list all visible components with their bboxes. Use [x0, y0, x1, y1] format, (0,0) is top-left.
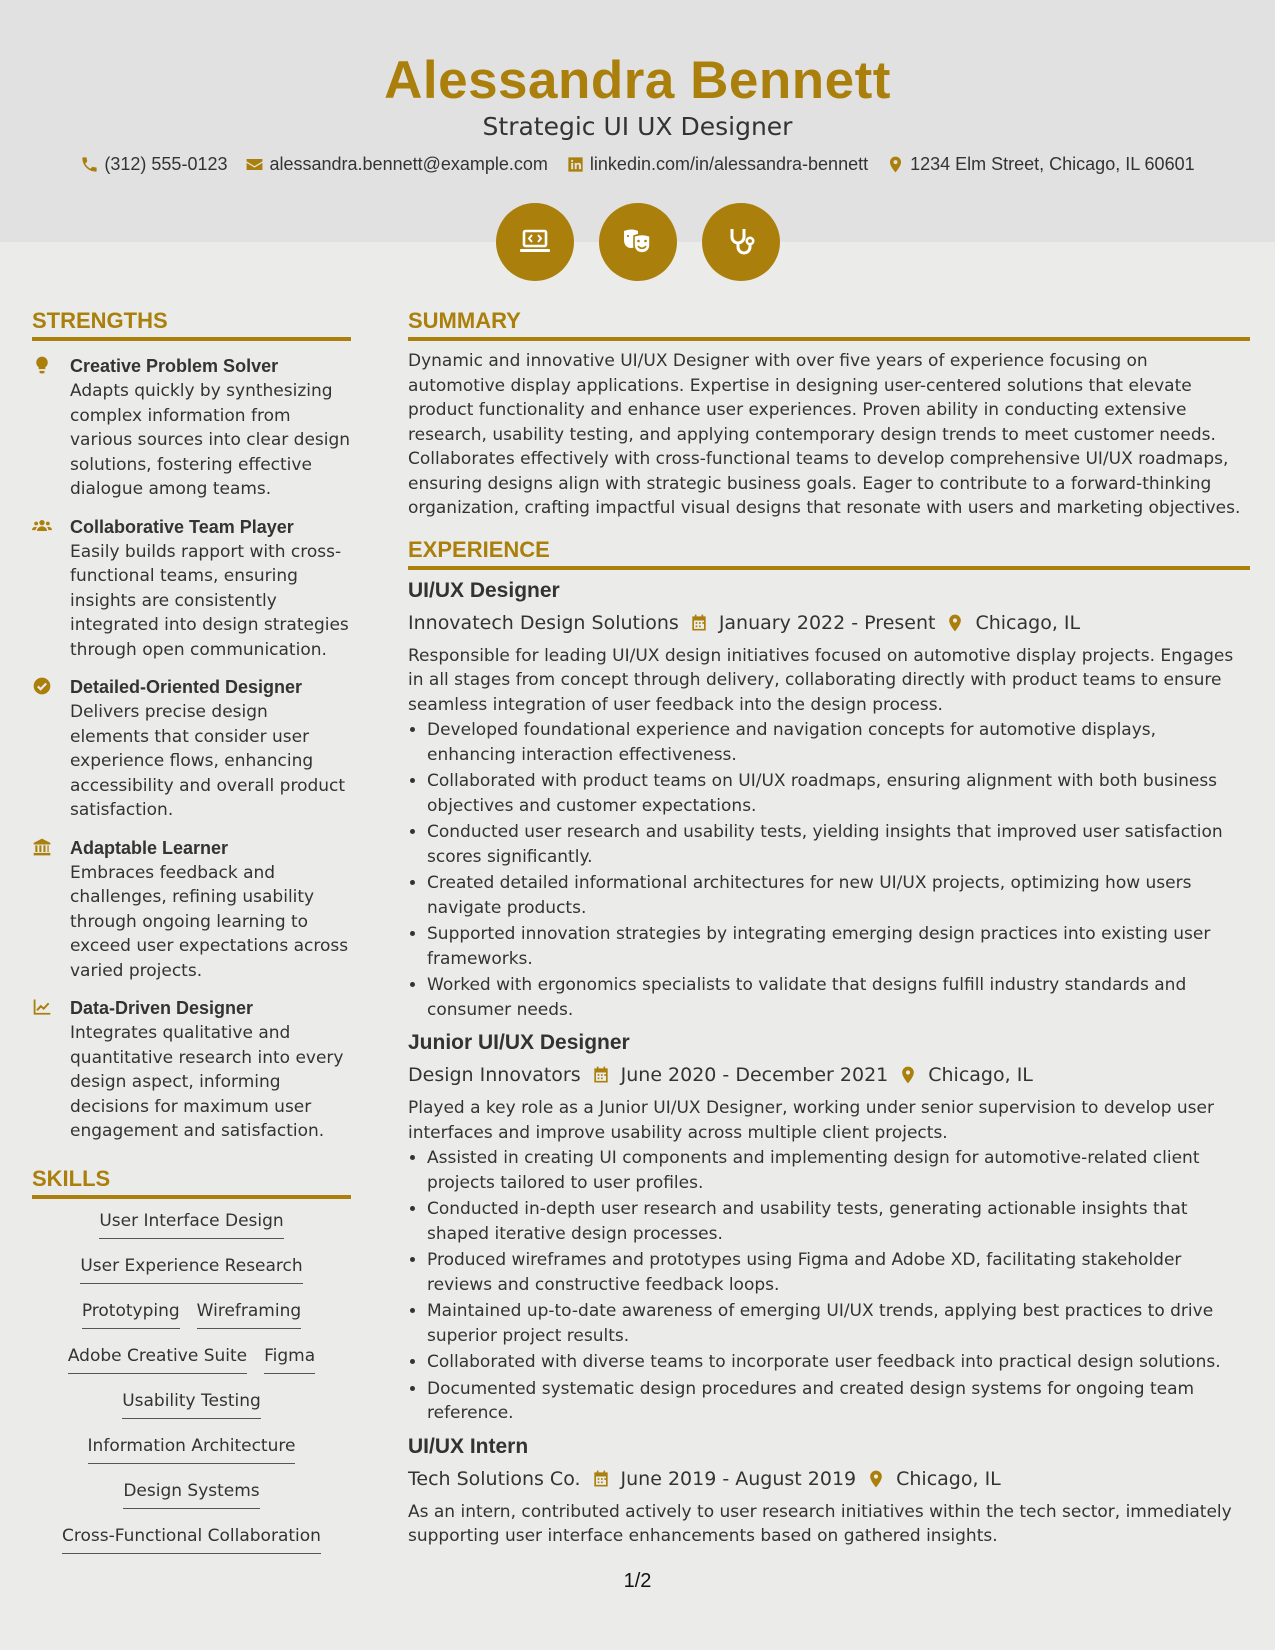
job-entry — [408, 1028, 1250, 1426]
hobby-icons — [0, 203, 1275, 281]
candidate-title: Strategic UI UX Designer — [482, 112, 793, 141]
contact-email[interactable] — [245, 151, 547, 177]
job-dates: June 2020 - December 2021 — [620, 1064, 889, 1086]
strength-desc: Delivers precise design elements that consider user experience flows, enhancing accessibility and overall product satisfaction. — [70, 702, 346, 820]
list-item: • Worked with ergonomics specialists to validate that designs fulfill industry standards and consumer needs. — [427, 973, 1250, 1022]
map-marker-icon — [866, 1469, 886, 1489]
contact-row — [0, 151, 1275, 177]
strength-item — [32, 353, 351, 502]
list-item: • Collaborated with diverse teams to incorporate user feedback into practical design solutions. — [427, 1350, 1250, 1375]
strength-name: Detailed-Oriented Designer — [70, 677, 303, 697]
strength-name: Creative Problem Solver — [70, 356, 279, 376]
job-location: Chicago, IL — [928, 1064, 1033, 1086]
job-bullets — [408, 1146, 1250, 1426]
left-column — [32, 306, 351, 1569]
job-dates: January 2022 - Present — [718, 611, 936, 634]
job-company: Innovatech Design Solutions — [408, 611, 679, 634]
job-description: Responsible for leading UI/UX design initiatives focused on automotive display projects. Engages in all stages from concept through delivery, collaborating directly with product teams to ensure seamless integration of user feedback into the design process. — [408, 645, 1234, 715]
summary-text: Dynamic and innovative UI/UX Designer with over five years of experience focusing on automotive display applications. Expertise in designing user-centered solutions that elevate product functionality and enhance user experiences. Proven ability in conducting extensive research, usability testing, and applying contemporary design trends to meet customer needs. Collaborates effectively with cross-functional teams to develop comprehensive UI/UX roadmaps, ensuring designs align with strategic business goals. Eager to contribute to a forward-thinking organization, crafting impactful visual designs that resonate with users and marketing objectives. — [408, 351, 1241, 518]
users-icon — [32, 516, 52, 536]
strength-desc: Integrates qualitative and quantitative research into every design aspect, informing decisions for maximum user engagement and satisfaction. — [70, 1023, 344, 1141]
strength-name: Collaborative Team Player — [70, 516, 294, 537]
phone-text: (312) 555-0123 — [104, 154, 228, 174]
list-item: • Created detailed informational architectures for new UI/UX projects, optimizing how users navigate products. — [427, 871, 1250, 920]
map-marker-icon — [898, 1065, 918, 1085]
skill-tag: User Interface Design — [99, 1209, 283, 1239]
job-location: Chicago, IL — [896, 1467, 1001, 1490]
strength-item — [32, 514, 351, 663]
skill-tag: User Experience Research — [80, 1254, 302, 1284]
skill-tag: Adobe Creative Suite — [68, 1344, 247, 1374]
candidate-name: Alessandra Bennett — [384, 51, 891, 110]
job-description: As an intern, contributed actively to user research initiatives within the tech sector, immediately supporting user interface enhancements based on gathered insights. — [408, 1501, 1232, 1546]
strength-desc: Easily builds rapport with cross-functional teams, ensuring insights are consistently integrated into design strategies through open communication. — [70, 541, 349, 660]
job-meta — [408, 608, 1250, 638]
theater-masks-icon — [618, 222, 658, 262]
skills-heading: SKILLS — [32, 1164, 351, 1199]
phone-icon — [80, 155, 99, 174]
map-marker-icon — [886, 155, 905, 174]
laptop-code-icon — [515, 222, 555, 262]
job-description: Played a key role as a Junior UI/UX Designer, working under senior supervision to develop user interfaces and improve usability across multiple client projects. — [408, 1098, 1214, 1143]
skill-tag: Information Architecture — [88, 1434, 296, 1464]
strength-item — [32, 674, 351, 823]
strength-desc: Adapts quickly by synthesizing complex information from various sources into clear design solutions, fostering effective dialogue among teams. — [70, 381, 351, 499]
right-column — [408, 306, 1250, 1549]
strength-desc: Embraces feedback and challenges, refining usability through ongoing learning to exceed user expectations across varied projects. — [70, 862, 349, 981]
job-company: Tech Solutions Co. — [408, 1467, 581, 1490]
contact-linkedin[interactable] — [566, 151, 868, 177]
hobby-stethoscope — [702, 203, 780, 281]
job-title: UI/UX Designer — [408, 578, 560, 602]
job-meta — [408, 1060, 1250, 1090]
page-number: 1/2 — [623, 1570, 652, 1592]
list-item: • Maintained up-to-date awareness of emerging UI/UX trends, applying best practices to drive superior project results. — [427, 1299, 1250, 1348]
skill-tag: Usability Testing — [122, 1389, 261, 1419]
skill-tag: Cross-Functional Collaboration — [62, 1524, 321, 1554]
job-location: Chicago, IL — [975, 611, 1081, 634]
calendar-icon — [591, 1469, 611, 1489]
job-entry — [408, 576, 1250, 1023]
job-meta — [408, 1464, 1250, 1494]
list-item: • Developed foundational experience and navigation concepts for automotive displays, enhancing interaction effectiveness. — [427, 718, 1250, 767]
skill-tag: Figma — [264, 1344, 315, 1374]
skill-tag: Design Systems — [123, 1479, 259, 1509]
skills-list — [32, 1209, 351, 1569]
lightbulb-icon — [32, 355, 52, 375]
strengths-heading: STRENGTHS — [32, 306, 351, 341]
linkedin-icon — [566, 155, 585, 174]
strength-item — [32, 995, 351, 1144]
stethoscope-icon — [721, 222, 761, 262]
job-company: Design Innovators — [408, 1064, 581, 1086]
skill-tag: Wireframing — [197, 1299, 301, 1329]
list-item: • Conducted in-depth user research and usability tests, generating actionable insights that shaped iterative design processes. — [427, 1197, 1250, 1246]
contact-address — [886, 151, 1195, 177]
list-item: • Documented systematic design procedures and created design systems for ongoing team reference. — [427, 1377, 1250, 1426]
list-item: • Assisted in creating UI components and implementing design for automotive-related client projects tailored to user profiles. — [427, 1146, 1250, 1195]
hobby-theater — [599, 203, 677, 281]
address-text: 1234 Elm Street, Chicago, IL 60601 — [910, 154, 1195, 174]
list-item: • Produced wireframes and prototypes using Figma and Adobe XD, facilitating stakeholder reviews and constructive feedback loops. — [427, 1248, 1250, 1297]
email-text: alessandra.bennett@example.com — [269, 154, 548, 174]
list-item: • Conducted user research and usability tests, yielding insights that improved user satisfaction scores significantly. — [427, 820, 1250, 869]
calendar-icon — [591, 1065, 611, 1085]
strength-name: Data-Driven Designer — [70, 998, 254, 1018]
job-entry — [408, 1432, 1250, 1549]
list-item: • Supported innovation strategies by integrating emerging design practices into existing user frameworks. — [427, 922, 1250, 971]
university-icon — [32, 837, 52, 857]
job-bullets — [408, 718, 1250, 1022]
list-item: • Collaborated with product teams on UI/UX roadmaps, ensuring alignment with both business objectives and customer expectations. — [427, 769, 1250, 818]
experience-heading: EXPERIENCE — [408, 535, 1250, 570]
strength-item — [32, 835, 351, 984]
envelope-icon — [245, 155, 264, 174]
check-circle-icon — [32, 676, 52, 696]
hobby-laptop — [496, 203, 574, 281]
summary-heading: SUMMARY — [408, 306, 1250, 341]
job-title: UI/UX Intern — [408, 1434, 529, 1458]
linkedin-text: linkedin.com/in/alessandra-bennett — [589, 154, 869, 174]
job-title: Junior UI/UX Designer — [408, 1031, 630, 1054]
contact-phone[interactable] — [80, 151, 227, 177]
map-marker-icon — [945, 613, 965, 633]
chart-line-icon — [32, 997, 52, 1017]
strength-name: Adaptable Learner — [70, 837, 229, 858]
calendar-icon — [689, 613, 709, 633]
job-dates: June 2019 - August 2019 — [620, 1467, 857, 1490]
skill-tag: Prototyping — [82, 1299, 180, 1329]
